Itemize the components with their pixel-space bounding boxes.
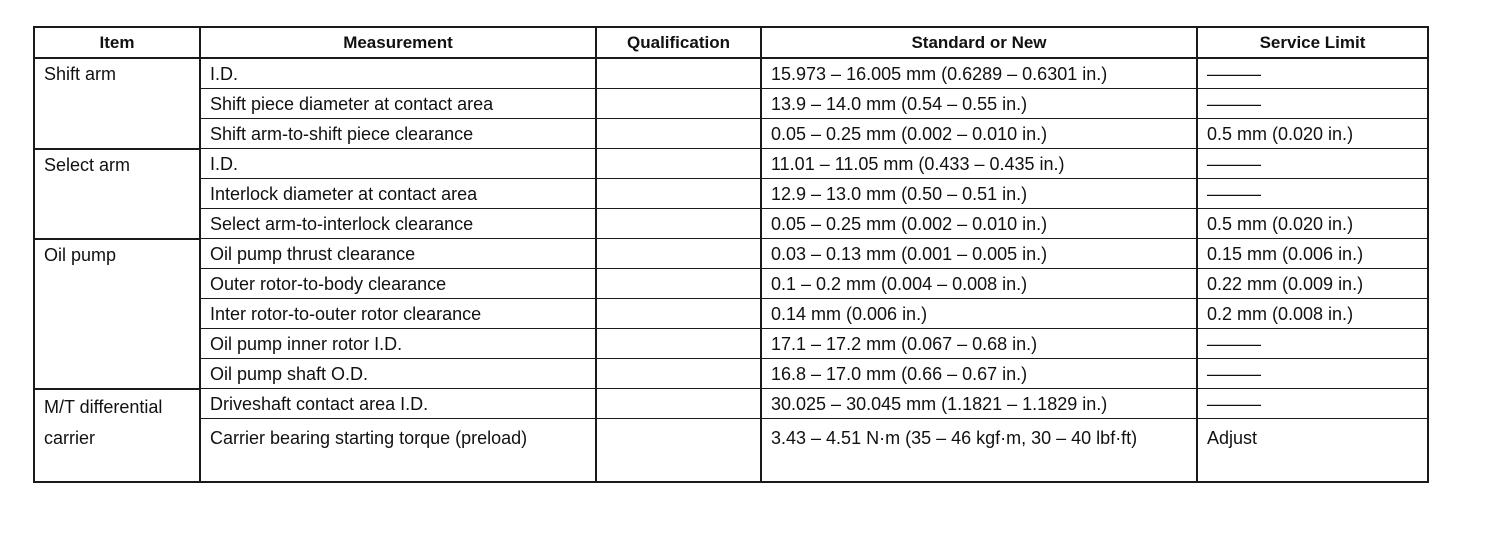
standard-cell: 0.03 – 0.13 mm (0.001 – 0.005 in.) xyxy=(761,239,1197,269)
qualification-cell xyxy=(596,119,761,149)
item-cell: Select arm xyxy=(34,149,200,239)
header-item: Item xyxy=(34,27,200,58)
qualification-cell xyxy=(596,359,761,389)
measurement-cell: Oil pump inner rotor I.D. xyxy=(200,329,596,359)
measurement-cell: Driveshaft contact area I.D. xyxy=(200,389,596,419)
qualification-cell xyxy=(596,269,761,299)
table-row xyxy=(34,299,1428,329)
standard-cell: 17.1 – 17.2 mm (0.067 – 0.68 in.) xyxy=(761,329,1197,359)
standard-cell: 15.973 – 16.005 mm (0.6289 – 0.6301 in.) xyxy=(761,58,1197,89)
measurement-cell: Interlock diameter at contact area xyxy=(200,179,596,209)
limit-cell: 0.5 mm (0.020 in.) xyxy=(1197,119,1428,149)
standard-cell: 0.1 – 0.2 mm (0.004 – 0.008 in.) xyxy=(761,269,1197,299)
limit-cell: 0.22 mm (0.009 in.) xyxy=(1197,269,1428,299)
measurement-cell: I.D. xyxy=(200,149,596,179)
measurement-cell: I.D. xyxy=(200,58,596,89)
table-row xyxy=(34,239,1428,269)
table-row xyxy=(34,269,1428,299)
table-row xyxy=(34,389,1428,419)
measurement-cell: Shift arm-to-shift piece clearance xyxy=(200,119,596,149)
standard-cell: 0.14 mm (0.006 in.) xyxy=(761,299,1197,329)
limit-cell: ——— xyxy=(1197,179,1428,209)
qualification-cell xyxy=(596,419,761,483)
qualification-cell xyxy=(596,149,761,179)
standard-cell: 12.9 – 13.0 mm (0.50 – 0.51 in.) xyxy=(761,179,1197,209)
measurement-cell: Select arm-to-interlock clearance xyxy=(200,209,596,239)
table-row xyxy=(34,58,1428,89)
qualification-cell xyxy=(596,179,761,209)
header-service-limit: Service Limit xyxy=(1197,27,1428,58)
measurement-cell: Oil pump thrust clearance xyxy=(200,239,596,269)
qualification-cell xyxy=(596,89,761,119)
qualification-cell xyxy=(596,58,761,89)
standard-cell: 13.9 – 14.0 mm (0.54 – 0.55 in.) xyxy=(761,89,1197,119)
measurement-cell: Oil pump shaft O.D. xyxy=(200,359,596,389)
standard-cell: 3.43 – 4.51 N·m (35 – 46 kgf·m, 30 – 40 lbf·ft) xyxy=(761,419,1197,483)
standard-cell: 16.8 – 17.0 mm (0.66 – 0.67 in.) xyxy=(761,359,1197,389)
standard-cell: 30.025 – 30.045 mm (1.1821 – 1.1829 in.) xyxy=(761,389,1197,419)
measurement-cell: Outer rotor-to-body clearance xyxy=(200,269,596,299)
qualification-cell xyxy=(596,329,761,359)
limit-cell: ——— xyxy=(1197,89,1428,119)
item-cell: M/T differential carrier xyxy=(34,389,200,483)
qualification-cell xyxy=(596,239,761,269)
limit-cell: 0.15 mm (0.006 in.) xyxy=(1197,239,1428,269)
measurement-cell: Inter rotor-to-outer rotor clearance xyxy=(200,299,596,329)
limit-cell: ——— xyxy=(1197,149,1428,179)
limit-cell: ——— xyxy=(1197,389,1428,419)
limit-cell: 0.5 mm (0.020 in.) xyxy=(1197,209,1428,239)
limit-cell: 0.2 mm (0.008 in.) xyxy=(1197,299,1428,329)
qualification-cell xyxy=(596,209,761,239)
qualification-cell xyxy=(596,299,761,329)
measurement-cell: Carrier bearing starting torque (preload) xyxy=(200,419,596,483)
header-measurement: Measurement xyxy=(200,27,596,58)
limit-cell: ——— xyxy=(1197,58,1428,89)
header-qualification: Qualification xyxy=(596,27,761,58)
item-cell: Oil pump xyxy=(34,239,200,389)
specification-table xyxy=(33,26,1429,483)
table-row xyxy=(34,359,1428,389)
standard-cell: 0.05 – 0.25 mm (0.002 – 0.010 in.) xyxy=(761,209,1197,239)
standard-cell: 0.05 – 0.25 mm (0.002 – 0.010 in.) xyxy=(761,119,1197,149)
header-standard: Standard or New xyxy=(761,27,1197,58)
table-row xyxy=(34,329,1428,359)
measurement-cell: Shift piece diameter at contact area xyxy=(200,89,596,119)
table-row xyxy=(34,419,1428,483)
header-row xyxy=(34,27,1428,58)
standard-cell: 11.01 – 11.05 mm (0.433 – 0.435 in.) xyxy=(761,149,1197,179)
limit-cell: ——— xyxy=(1197,359,1428,389)
table-row xyxy=(34,89,1428,119)
table-row xyxy=(34,179,1428,209)
table-row xyxy=(34,149,1428,179)
limit-cell: Adjust xyxy=(1197,419,1428,483)
qualification-cell xyxy=(596,389,761,419)
table-row xyxy=(34,119,1428,149)
item-cell: Shift arm xyxy=(34,58,200,149)
limit-cell: ——— xyxy=(1197,329,1428,359)
table-row xyxy=(34,209,1428,239)
